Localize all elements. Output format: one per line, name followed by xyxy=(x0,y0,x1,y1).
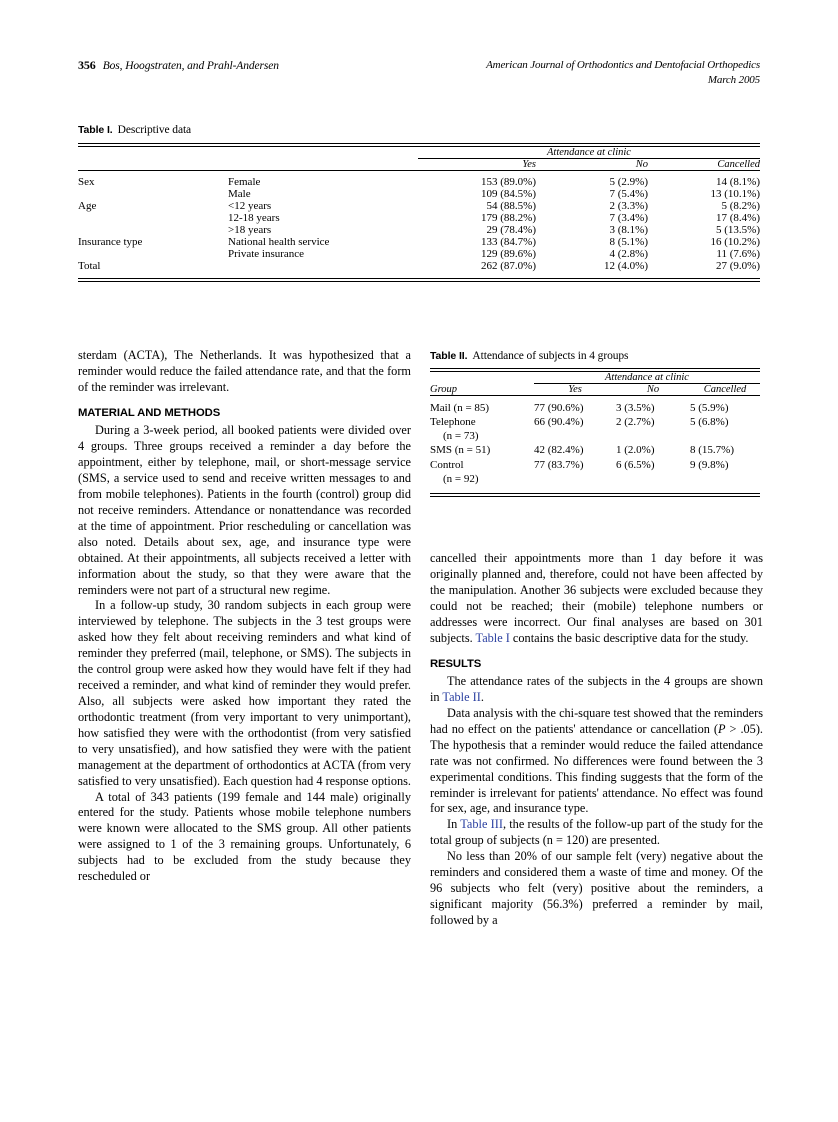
table-1-no: 5 (2.9%) xyxy=(609,176,648,189)
paragraph-results-3-text-b: , the results of the follow-up part of the study for the total group of subjects (n = 120) are presented. xyxy=(430,817,763,848)
link-table-1[interactable]: Table I xyxy=(475,630,510,645)
table-2-column-header-row xyxy=(430,384,760,395)
author-list: Bos, Hoogstraten, and Prahl-Andersen xyxy=(102,60,279,72)
paragraph-methods-1: During a 3-week period, all booked patients were divided over 4 groups. Three groups received a reminder a day before the appointment, either by telephone, mail, or short-message service (SMS, a service used to send and receive written messages to and from mobile telephones). Patients in the fourth (control) group did not receive reminders. Attendance or nonattendance was recorded at the time of appointment. Prior rescheduling or cancellation was also noted. Details about sex, age, and insurance type were obtained. At their appointments, all subjects received a letter with information about the study, so that they were aware that the reminders were not part of a structural new regime. xyxy=(78,423,411,597)
table-2-group: Mail (n = 85) xyxy=(430,402,490,415)
table-row xyxy=(78,200,760,212)
table-1-no: 7 (5.4%) xyxy=(609,188,648,201)
table-1-header-no: No xyxy=(635,159,648,171)
running-head xyxy=(78,58,760,88)
table-1-cancelled: 11 (7.6%) xyxy=(716,248,760,261)
table-1-title: Descriptive data xyxy=(117,124,192,136)
table-1-column-header-row xyxy=(78,159,760,170)
table-2-no: 2 (2.7%) xyxy=(616,416,655,429)
table-row xyxy=(430,415,760,443)
table-1-category: Private insurance xyxy=(228,248,305,261)
body-column-right xyxy=(430,551,763,929)
table-2-cancelled: 9 (9.8%) xyxy=(690,458,729,471)
table-1-category xyxy=(228,260,418,272)
table-row xyxy=(78,236,760,248)
table-2-header-cancelled: Cancelled xyxy=(703,384,747,396)
table-1-no: 12 (4.0%) xyxy=(604,260,648,273)
table-1-no: 8 (5.1%) xyxy=(609,236,648,249)
table-1-caption xyxy=(78,124,760,136)
table-1-yes: 129 (89.6%) xyxy=(481,248,536,261)
table-1-bottom-rule xyxy=(78,278,760,282)
p-value-symbol: P xyxy=(717,721,726,736)
table-1 xyxy=(78,124,760,282)
table-2-group: SMS (n = 51) xyxy=(430,444,491,457)
table-1-group xyxy=(78,224,228,236)
running-head-authors xyxy=(78,58,279,73)
table-1-group: Age xyxy=(78,200,97,213)
table-2-yes: 42 (82.4%) xyxy=(534,444,584,457)
table-1-group: Total xyxy=(78,260,101,273)
link-table-3[interactable]: Table III xyxy=(460,817,503,832)
table-1-header-cancelled: Cancelled xyxy=(717,159,760,171)
table-1-cancelled: 16 (10.2%) xyxy=(710,236,760,249)
table-2-yes: 66 (90.4%) xyxy=(534,416,584,429)
table-2-group-name: Telephone xyxy=(430,416,476,429)
paragraph-results-2-text-a: Data analysis with the chi-square test showed that the reminders had no effect on the patients' attendance or cancellation ( xyxy=(430,705,763,736)
table-row xyxy=(78,212,760,224)
table-1-cancelled: 5 (13.5%) xyxy=(716,224,760,237)
table-1-label: Table I. xyxy=(78,124,113,136)
page-folio-number: 356 xyxy=(78,58,96,72)
table-1-category: Female xyxy=(228,176,261,189)
table-1-cancelled: 13 (10.1%) xyxy=(710,188,760,201)
table-1-category: 12-18 years xyxy=(228,212,280,225)
table-2-bottom-rule xyxy=(430,493,760,497)
paragraph-continued-text-a: cancelled their appointments more than 1 day before it was originally planned and, therefore, could not have been affected by the manipulation. Another 36 subjects were excluded because they could not be reached; their (mobile) telephone numbers or addresses were incorrect. Our final analyses are based on 301 subjects. xyxy=(430,551,763,645)
table-2-group-name: Control xyxy=(430,458,464,471)
table-1-no: 3 (8.1%) xyxy=(609,224,648,237)
table-1-group: Sex xyxy=(78,176,95,189)
table-row xyxy=(430,443,760,457)
table-2-group xyxy=(430,415,534,443)
paragraph-continued xyxy=(430,551,763,647)
table-row xyxy=(430,458,760,486)
body-column-left xyxy=(78,348,411,885)
table-2-grid xyxy=(430,372,760,485)
table-1-category: Male xyxy=(228,188,251,201)
table-1-category: <12 years xyxy=(228,200,272,213)
table-2-caption xyxy=(430,350,760,362)
paragraph-results-2 xyxy=(430,706,763,817)
paragraph-continued-text-b: contains the basic descriptive data for the study. xyxy=(509,630,749,645)
table-row xyxy=(78,171,760,188)
paragraph-continued: sterdam (ACTA), The Netherlands. It was hypothesized that a reminder would reduce the failed attendance rate, and that the form of the reminder was irrelevant. xyxy=(78,348,411,394)
table-2-span-header: Attendance at clinic xyxy=(605,372,689,384)
section-heading-material-and-methods: MATERIAL AND METHODS xyxy=(78,406,221,419)
table-2-group-n: (n = 73) xyxy=(443,430,479,443)
table-1-cancelled: 14 (8.1%) xyxy=(716,176,760,189)
table-1-yes: 179 (88.2%) xyxy=(481,212,536,225)
table-2-header-group: Group xyxy=(430,384,458,396)
table-1-group xyxy=(78,188,228,200)
table-1-yes: 153 (89.0%) xyxy=(481,176,536,189)
table-2-yes: 77 (83.7%) xyxy=(534,458,584,471)
table-2-header-no: No xyxy=(646,384,660,396)
table-2-span-header-row xyxy=(430,372,760,383)
table-2-no: 3 (3.5%) xyxy=(616,402,655,415)
paragraph-results-1 xyxy=(430,674,763,706)
paragraph-results-2-text-b: > .05). The hypothesis that a reminder would reduce the failed attendance rate was not confirmed. No differences were found between the 3 experimental conditions. This finding suggests that the form of the reminder is irrelevant for patients' attendance. No effect was found for sex, age, and insurance type. xyxy=(430,721,763,816)
table-2-cancelled: 5 (5.9%) xyxy=(690,402,729,415)
table-1-span-header-row xyxy=(78,147,760,158)
table-1-cancelled: 5 (8.2%) xyxy=(721,200,760,213)
paragraph-methods-2: In a follow-up study, 30 random subjects in each group were interviewed by telephone. The subjects in the 3 test groups were asked how they felt about receiving reminders and what kind of reminder they preferred (mail, telephone, or SMS). The subjects in the control group were asked how they would have felt if they had received a reminder, and what kind of reminder they would prefer. Also, all subjects were asked how important they rated the orthodontic treatment (from very important to very unimportant), how satisfied they were with the orthodontist (from very satisfied to very unsatisfied), and how satisfied they were with the patient management at the department of orthodontics at ACTA (from very satisfied to very unsatisfied). Each question had 4 response options. xyxy=(78,598,411,788)
table-2-title: Attendance of subjects in 4 groups xyxy=(472,350,629,362)
table-row xyxy=(78,248,760,260)
table-row xyxy=(78,188,760,200)
section-heading-results: RESULTS xyxy=(430,657,482,670)
table-1-category: National health service xyxy=(228,236,330,249)
table-2-cancelled: 8 (15.7%) xyxy=(690,444,734,457)
paragraph-methods-3: A total of 343 patients (199 female and 144 male) originally entered for the study. Patients whose mobile telephone numbers were known were allocated to the SMS group. All other patients were assigned to 1 of the 3 remaining groups. Unfortunately, 6 subjects had to be excluded from the study because they rescheduled or xyxy=(78,789,411,884)
table-2-header-yes: Yes xyxy=(568,384,582,396)
table-2-group xyxy=(430,458,534,486)
table-1-header-yes: Yes xyxy=(522,159,536,171)
table-1-yes: 109 (84.5%) xyxy=(481,188,536,201)
table-1-yes: 29 (78.4%) xyxy=(486,224,536,237)
table-2-label: Table II. xyxy=(430,350,468,362)
paragraph-results-1-text-a: The attendance rates of the subjects in the 4 groups are shown in xyxy=(430,674,763,704)
paragraph-results-4: No less than 20% of our sample felt (very) negative about the reminders and considered them a waste of time and money. Of the 96 subjects who felt (very) positive about the reminders, a significant majority (56.3%) preferred a reminder by mail, followed by a xyxy=(430,849,763,927)
paragraph-results-3 xyxy=(430,817,763,849)
table-2 xyxy=(430,350,760,497)
journal-title: American Journal of Orthodontics and Dentofacial Orthopedics xyxy=(486,59,760,71)
table-2-group-n: (n = 92) xyxy=(443,472,479,485)
table-1-group: Insurance type xyxy=(78,236,143,249)
link-table-2[interactable]: Table II xyxy=(442,690,481,704)
table-1-cancelled: 17 (8.4%) xyxy=(716,212,760,225)
table-2-no: 1 (2.0%) xyxy=(616,444,655,457)
table-1-span-header: Attendance at clinic xyxy=(547,147,631,159)
paragraph-results-1-text-b: . xyxy=(480,690,484,704)
table-1-no: 2 (3.3%) xyxy=(609,200,648,213)
table-1-yes: 262 (87.0%) xyxy=(481,260,536,273)
table-1-group xyxy=(78,248,228,260)
table-2-yes: 77 (90.6%) xyxy=(534,402,584,415)
table-1-no: 4 (2.8%) xyxy=(609,248,648,261)
table-1-yes: 133 (84.7%) xyxy=(481,236,536,249)
table-row xyxy=(430,396,760,415)
issue-date: March 2005 xyxy=(707,73,760,86)
table-2-no: 6 (6.5%) xyxy=(616,458,655,471)
table-1-yes: 54 (88.5%) xyxy=(486,200,536,213)
table-1-category: >18 years xyxy=(228,224,272,237)
table-1-no: 7 (3.4%) xyxy=(609,212,648,225)
table-1-grid xyxy=(78,147,760,272)
table-row-total xyxy=(78,260,760,272)
table-row xyxy=(78,224,760,236)
running-head-journal xyxy=(486,58,760,88)
table-2-cancelled: 5 (6.8%) xyxy=(690,416,729,429)
table-1-group xyxy=(78,212,228,224)
paragraph-results-3-text-a: In xyxy=(447,817,461,832)
table-1-cancelled: 27 (9.0%) xyxy=(716,260,760,273)
